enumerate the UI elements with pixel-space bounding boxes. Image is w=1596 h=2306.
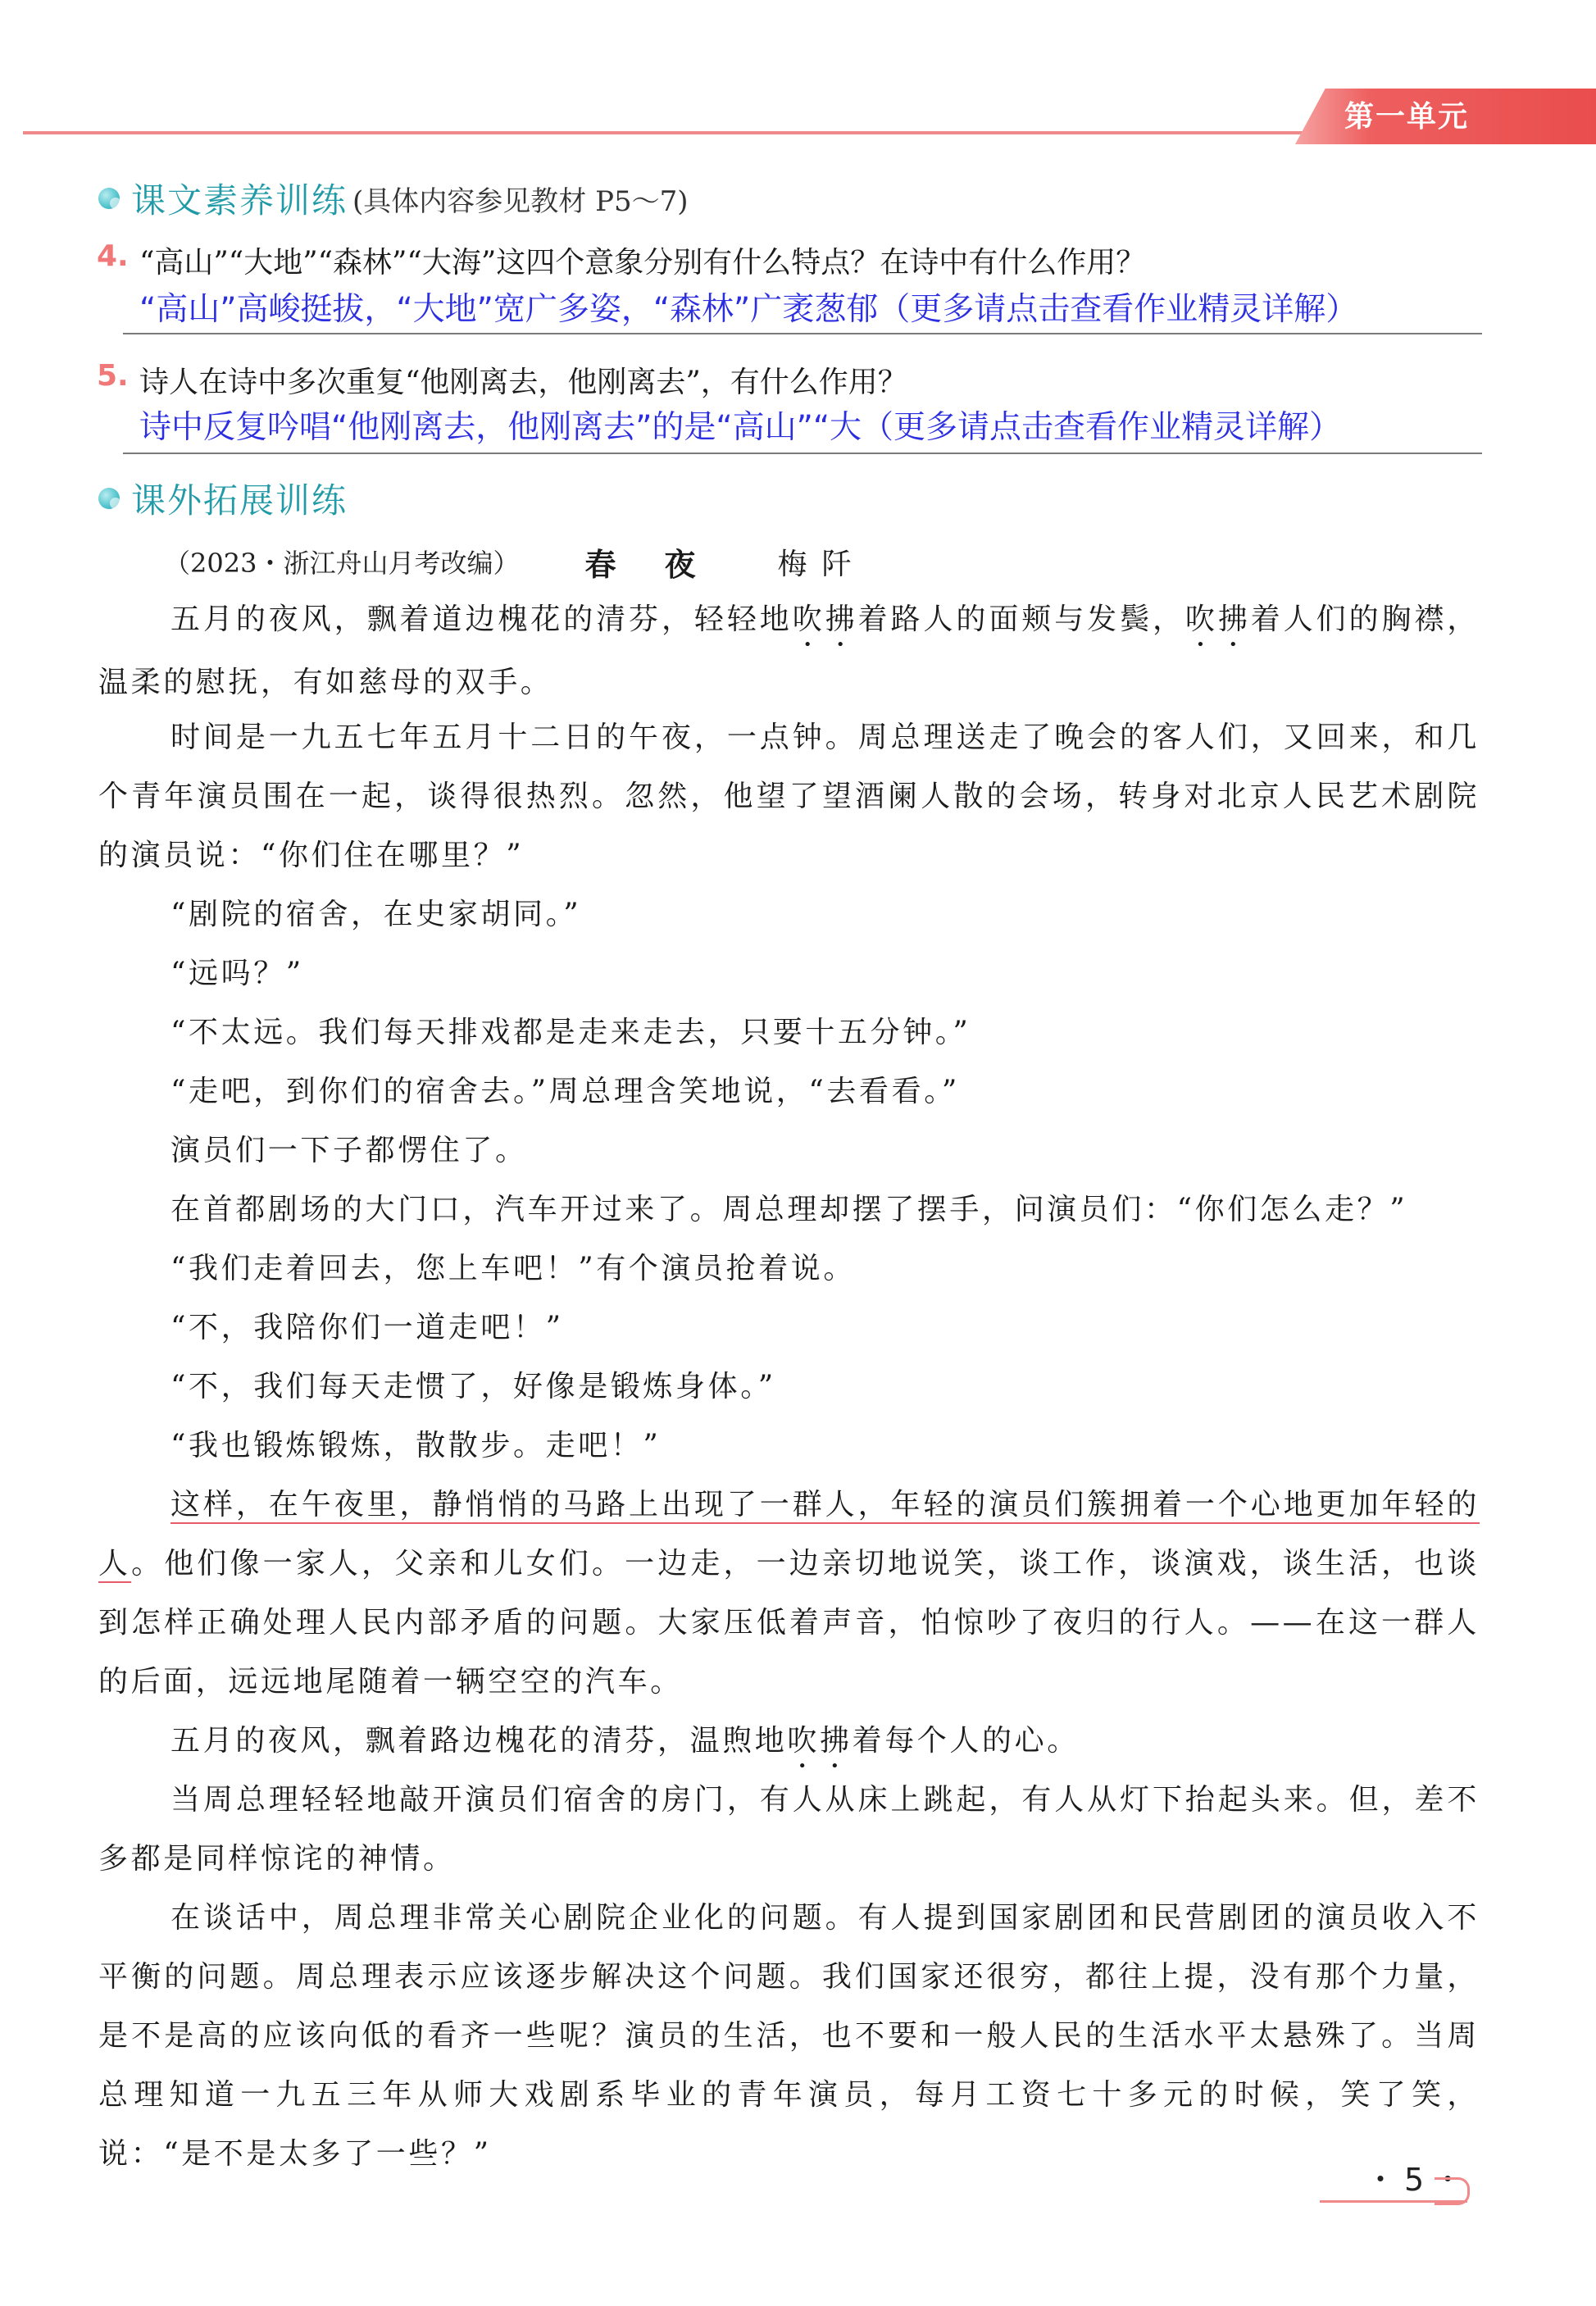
paragraph: “我也锻炼锻炼，散散步。走吧！” — [171, 1429, 662, 1462]
reading-title-char: 春 — [584, 545, 617, 583]
answer-underline — [123, 333, 1482, 334]
section-title: 课文素养训练 — [131, 180, 348, 221]
paragraph: 时间是一九五七年五月十二日的午夜，一点钟。周总理送走了晚会的客人们，又回来，和几个青年演员围在一起，谈得很热烈。忽然，他望了望酒阑人散的会场，转身对北京人民艺术剧院的演员说：“你们住在哪里？” — [98, 721, 1480, 872]
section-heading-textbook — [98, 174, 689, 223]
paragraph: “我们走着回去，您上车吧！”有个演员抢着说。 — [171, 1252, 857, 1285]
answer-text[interactable]: “高山”高峻挺拔，“大地”宽广多姿，“森林”广袤葱郁（更多请点击查看作业精灵详解） — [139, 291, 1358, 328]
paragraph: “远吗？” — [171, 957, 304, 990]
paragraph: “不，我陪你们一道走吧！” — [171, 1311, 564, 1344]
reading-title-char: 夜 — [664, 545, 696, 583]
paragraph: 演员们一下子都愣住了。 — [171, 1134, 528, 1167]
question-number: 5. — [97, 359, 129, 393]
question-number: 4. — [97, 239, 129, 273]
answer-underline — [123, 453, 1482, 454]
reading-header — [164, 541, 866, 582]
paragraph: “剧院的宿舍，在史家胡同。” — [171, 898, 582, 931]
emphasis-dotted: 吹拂 — [787, 1724, 853, 1758]
section-title: 课外拓展训练 — [131, 480, 348, 521]
paragraph: 在首都剧场的大门口，汽车开过来了。周总理却摆了摆手，问演员们：“你们怎么走？” — [171, 1193, 1408, 1226]
reading-source: （2023・浙江舟山月考改编） — [164, 548, 520, 579]
paragraph: 当周总理轻轻地敲开演员们宿舍的房门，有人从床上跳起，有人从灯下抬起头来。但，差不多都是同样惊诧的神情。 — [98, 1783, 1480, 1876]
paragraph: 五月的夜风，飘着路边槐花的清芬，温煦地吹拂着每个人的心。 — [171, 1724, 1080, 1758]
emphasis-dotted: 吹拂 — [792, 603, 858, 636]
section-note: (具体内容参见教材 P5～7) — [352, 184, 689, 218]
paragraph: “不太远。我们每天排戏都是走来走去，只要十五分钟。” — [171, 1016, 971, 1049]
page-number: ・5・ — [1365, 2162, 1472, 2198]
question-text: 诗人在诗中多次重复“他刚离去，他刚离去”，有什么作用？ — [139, 366, 907, 399]
header-divider — [23, 131, 1318, 134]
reading-author: 梅阡 — [777, 547, 866, 581]
page-number-ornament — [1435, 2177, 1470, 2205]
underlined-sentence: 这样，在午夜里，静悄悄的马路上出现了一群人，年轻的演员们簇拥着一个心地更加年轻的人 — [98, 1488, 1480, 1581]
question-text: “高山”“大地”“森林”“大海”这四个意象分别有什么特点？在诗中有什么作用？ — [139, 246, 1146, 280]
paragraph: “不，我们每天走惯了，好像是锻炼身体。” — [171, 1370, 776, 1403]
paragraph: 在谈话中，周总理非常关心剧院企业化的问题。有人提到国家剧团和民营剧团的演员收入不平衡的问题。周总理表示应该逐步解决这个问题。我们国家还很穷，都往上提，没有那个力量，是不是高的应该向低的看齐一些呢？演员的生活，也不要和一般人民的生活水平太悬殊了。当周总理知道一九五三年从师大戏剧系毕业的青年演员，每月工资七十多元的时候，笑了笑，说：“是不是太多了一些？” — [98, 1901, 1480, 2171]
bullet-icon — [98, 488, 120, 509]
emphasis-dotted: 吹拂 — [1184, 603, 1251, 636]
section-heading-extension — [98, 474, 348, 523]
bullet-icon — [98, 188, 120, 209]
paragraph: 这样，在午夜里，静悄悄的马路上出现了一群人，年轻的演员们簇拥着一个心地更加年轻的人。他们像一家人，父亲和儿女们。一边走，一边亲切地说笑，谈工作，谈演戏，谈生活，也谈到怎样正确处理人民内部矛盾的问题。大家压低着声音，怕惊吵了夜归的行人。——在这一群人的后面，远远地尾随着一辆空空的汽车。 — [98, 1488, 1480, 1699]
paragraph: 五月的夜风，飘着道边槐花的清芬，轻轻地吹拂着路人的面颊与发鬓，吹拂着人们的胸襟，温柔的慰抚，有如慈母的双手。 — [98, 603, 1480, 699]
answer-text[interactable]: 诗中反复吟唱“他刚离去，他刚离去”的是“高山”“大（更多请点击查看作业精灵详解） — [139, 409, 1342, 446]
unit-label: 第一单元 — [1344, 100, 1470, 134]
paragraph: “走吧，到你们的宿舍去。”周总理含笑地说，“去看看。” — [171, 1075, 960, 1108]
